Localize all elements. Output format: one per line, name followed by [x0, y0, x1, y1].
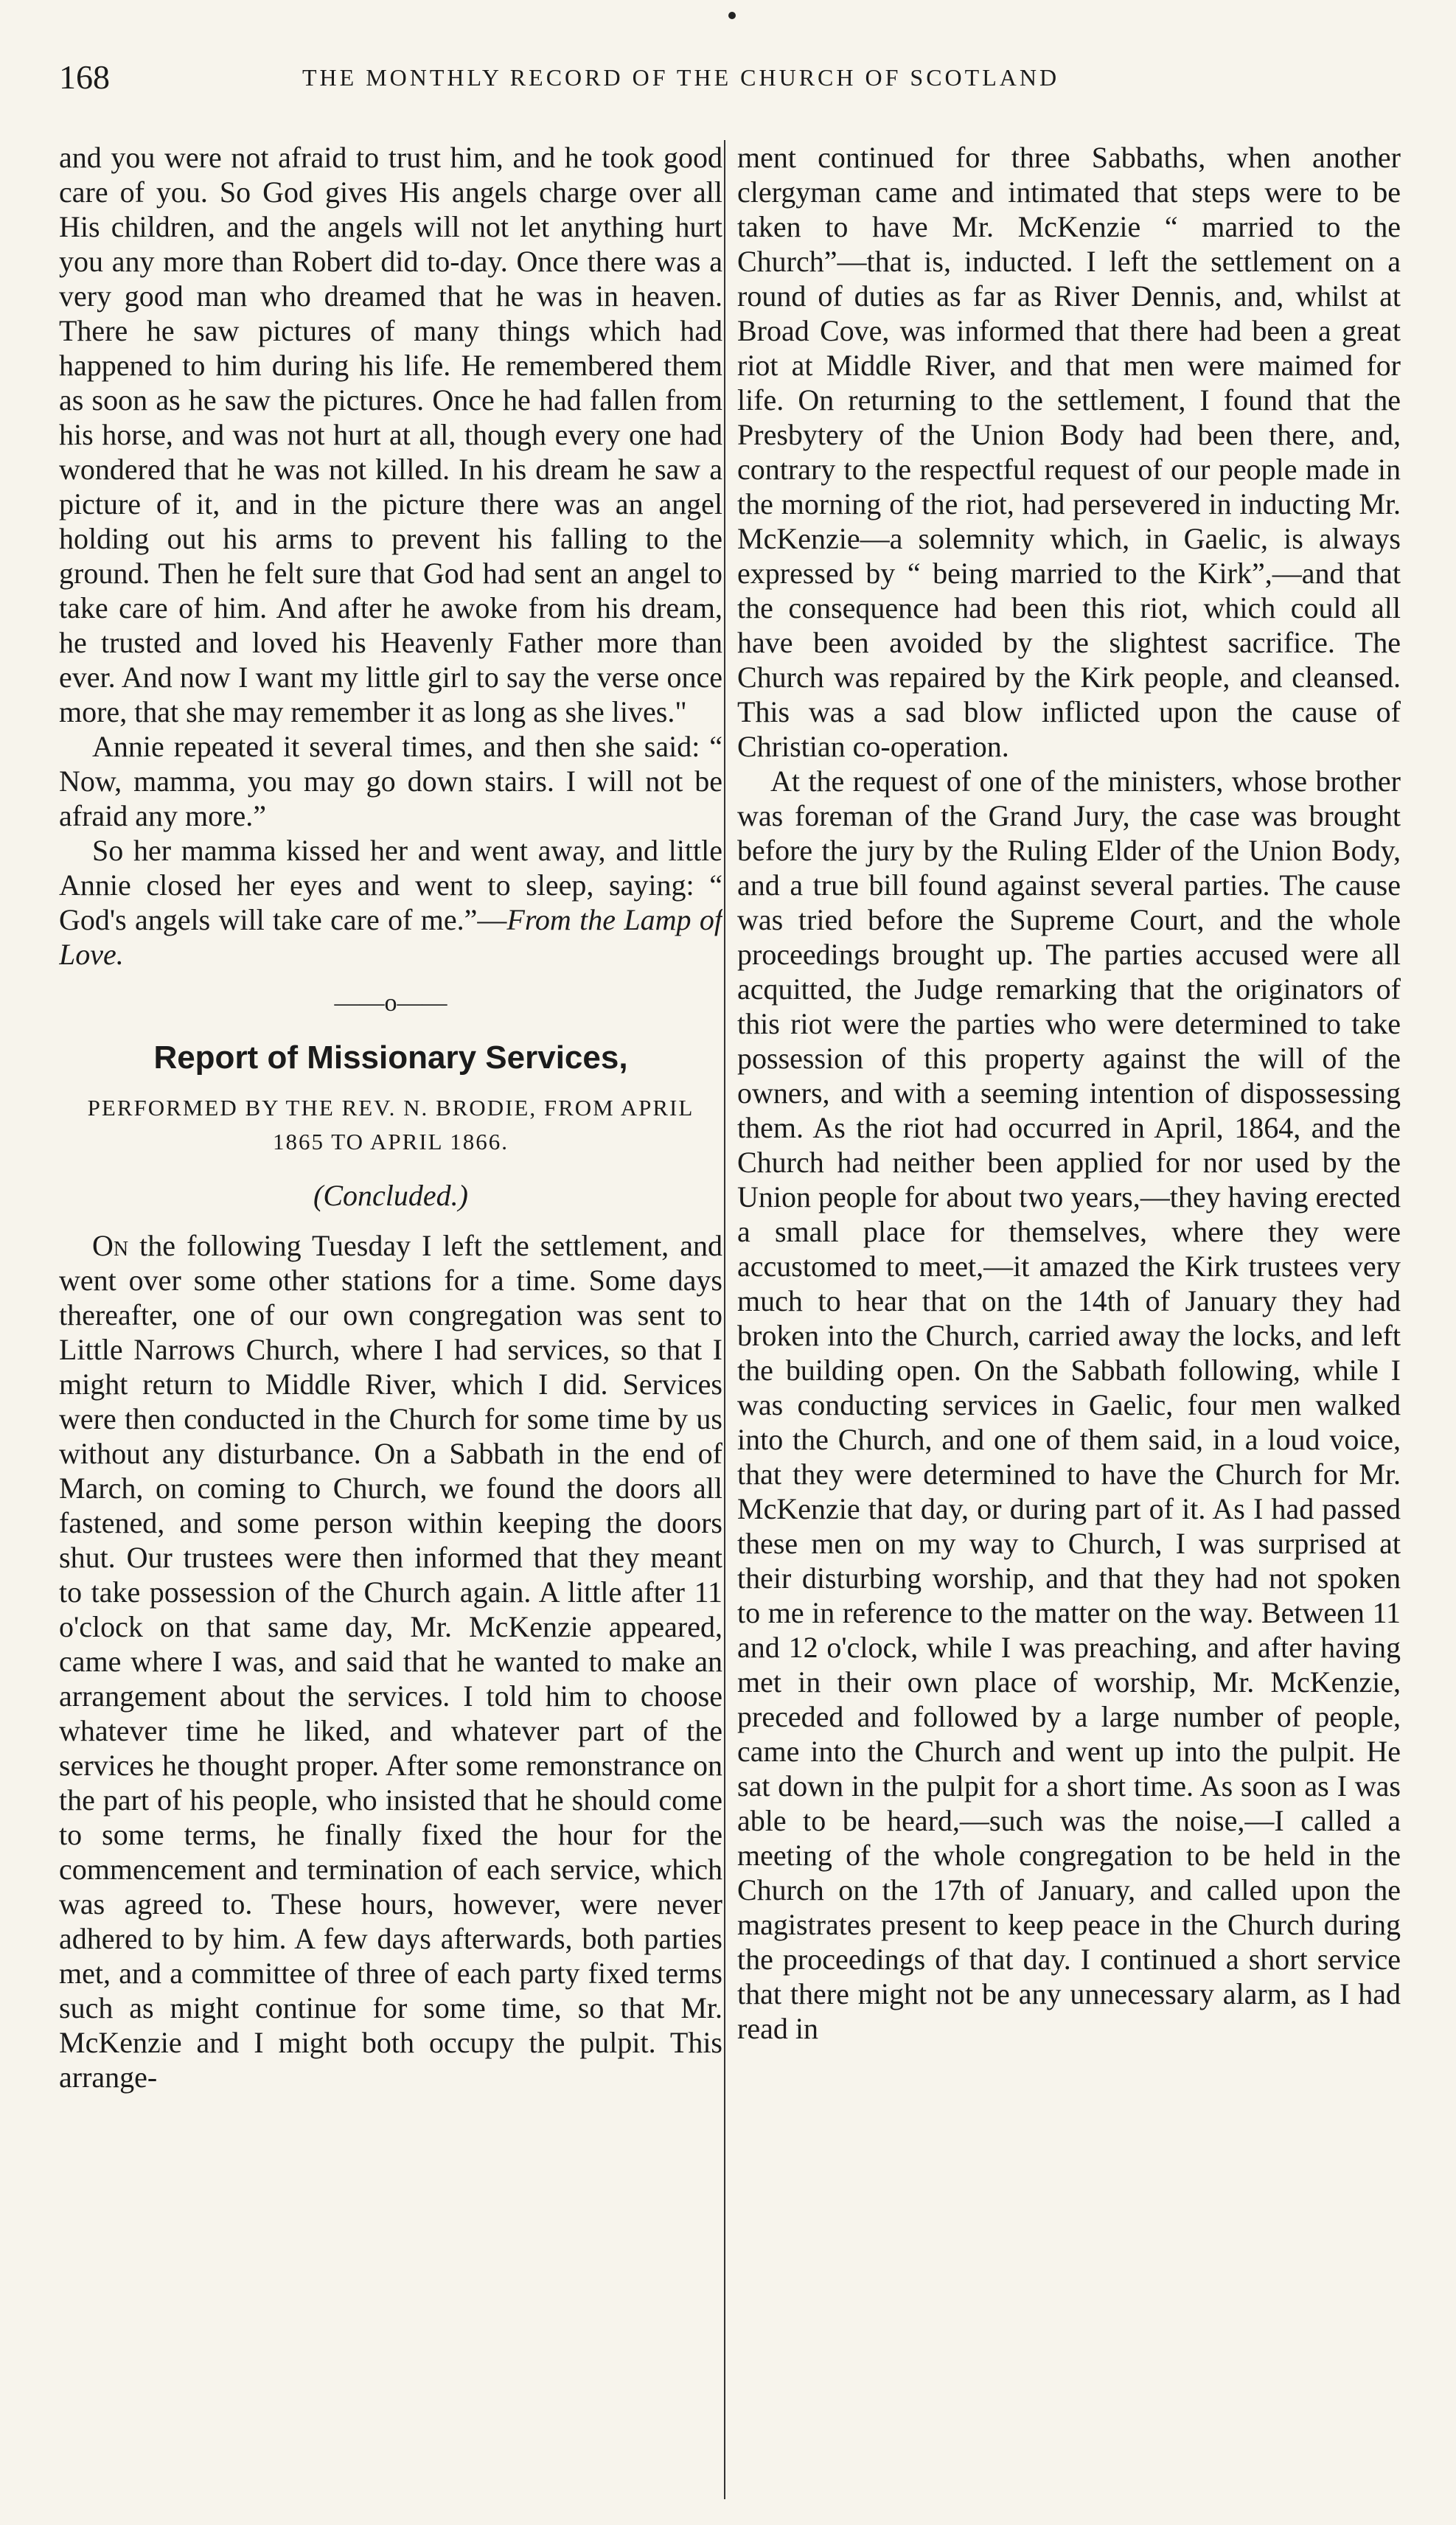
report-paragraph [59, 1228, 722, 2094]
left-column [59, 140, 722, 2499]
column-divider [724, 140, 725, 2499]
story-paragraph [59, 833, 722, 972]
story-source: From the Lamp of Love. [59, 903, 722, 971]
story-paragraph: Annie repeated it several times, and then she said: “ Now, mamma, you may go down stairs. I will not be afraid any more.” [59, 730, 722, 832]
report-subtitle: PERFORMED BY THE REV. N. BRODIE, FROM APRIL 1865 TO APRIL 1866. [87, 1095, 694, 1154]
right-column [737, 140, 1401, 2499]
report-paragraph: At the request of one of the ministers, whose brother was foreman of the Grand Jury, the case was brought before the jury by the Ruling Elder of the Union Body, and a true bill found against several parties. The cause was tried before the Supreme Court, and the whole proceedings brought up. The parties accused were all acquitted, the Judge remarking that the originators of this riot were the parties who were determined to take possession of this property against the will of the owners, and with a seeming intention of dispossessing them. As the riot had occurred in April, 1864, and the Church had neither been applied for nor used by the Union people for about two years,—they having erected a small place for themselves, where they were accustomed to meet,—it amazed the Kirk trustees very much to hear that on the 14th of January they had broken into the Church, carried away the locks, and left the building open. On the Sabbath following, while I was conducting services in Gaelic, four men walked into the Church, and one of them said, in a loud voice, that they were determined to have the Church for Mr. McKenzie that day, or during part of it. As I had passed these men on my way to Church, I was surprised at their disturbing worship, and that they had not spoken to me in reference to the matter on the way. Between 11 and 12 o'clock, while I was preaching, and after having met in their own place of worship, Mr. McKenzie, preceded and followed by a large number of people, came into the Church and went up into the pulpit. He sat down in the pulpit for a short time. As soon as I was able to be heard,—such was the noise,—I called a meeting of the whole congregation to be held in the Church on the 17th of January, and called upon the magistrates present to keep peace in the Church during the proceedings of that day. I continued a short service that there might not be any unnecessary alarm, as I had read in [737, 765, 1401, 2045]
story-text: So her mamma kissed her and went away, and little Annie closed her eyes and went to sleep, saying: “ God's angels will take care of me.”— [59, 834, 722, 936]
running-title: THE MONTHLY RECORD OF THE CHURCH OF SCOTLAND [302, 64, 1060, 91]
report-text: the following Tuesday I left the settlement, and went over some other stations for a time. Some days thereafter, one of our own congregation was sent to Little Narrows Church, where I had services, so that I might return to Middle River, which I did. Services were then conducted in the Church for some time by us without any disturbance. On a Sabbath in the end of March, on coming to Church, we found the doors all fastened, and some person within keeping the doors shut. Our trustees were then informed that they meant to take possession of the Church again. A little after 11 o'clock on that same day, Mr. McKenzie appeared, came where I was, and said that he wanted to make an arrangement about the services. I told him to choose whatever time he liked, and whatever part of the services he thought proper. After some remonstrance on the part of his people, who insisted that he should come to some terms, he finally fixed the hour for the commencement and termination of each service, which was agreed to. These hours, however, were never adhered to by him. A few days afterwards, both parties met, and a committee of three of each party fixed terms such as might continue for some time, so that Mr. McKenzie and I might both occupy the pulpit. This arrange- [59, 1229, 722, 2094]
report-paragraph: ment continued for three Sabbaths, when another clergyman came and intimated that steps were to be taken to have Mr. McKenzie “ married to the Church”—that is, inducted. I left the settlement on a round of duties as far as River Dennis, and, whilst at Broad Cove, was informed that there had been a great riot at Middle River, and that men were maimed for life. On returning to the settlement, I found that the Presbytery of the Union Body had been there, and, contrary to the respectful request of our people made in the morning of the riot, had persevered in inducting Mr. McKenzie—a solemnity which, in Gaelic, is always expressed by “ being married to the Kirk”,—and that the consequence had been this riot, which could all have been avoided by the slightest sacrifice. The Church was repaired by the Kirk people, and cleansed. This was a sad blow inflicted upon the cause of Christian co-operation. [737, 141, 1401, 763]
printer-mark [728, 12, 736, 19]
story-paragraph: and you were not afraid to trust him, and he took good care of you. So God gives His angels charge over all His children, and the angels will not let anything hurt you any more than Robert did to-day. Once there was a very good man who dreamed that he was in heaven. There he saw pictures of many things which had happened to him during his life. He remembered them as soon as he saw the pictures. Once he had fallen from his horse, and was not hurt at all, though every one had wondered that he was not killed. In his dream he saw a picture of it, and in the picture there was an angel holding out his arms to prevent his falling to the ground. Then he felt sure that God had sent an angel to take care of him. And after he awoke from his dream, he trusted and loved his Heavenly Father more than ever. And now I want my little girl to say the verse once more, that she may remember it as long as she lives." [59, 141, 722, 728]
page-header [59, 52, 1408, 103]
section-separator: ——o—— [334, 989, 447, 1017]
paragraph-opener: On [92, 1229, 129, 1262]
report-title: Report of Missionary Services, [153, 1039, 628, 1076]
page-number: 168 [59, 58, 110, 96]
concluded-note: (Concluded.) [313, 1179, 468, 1212]
